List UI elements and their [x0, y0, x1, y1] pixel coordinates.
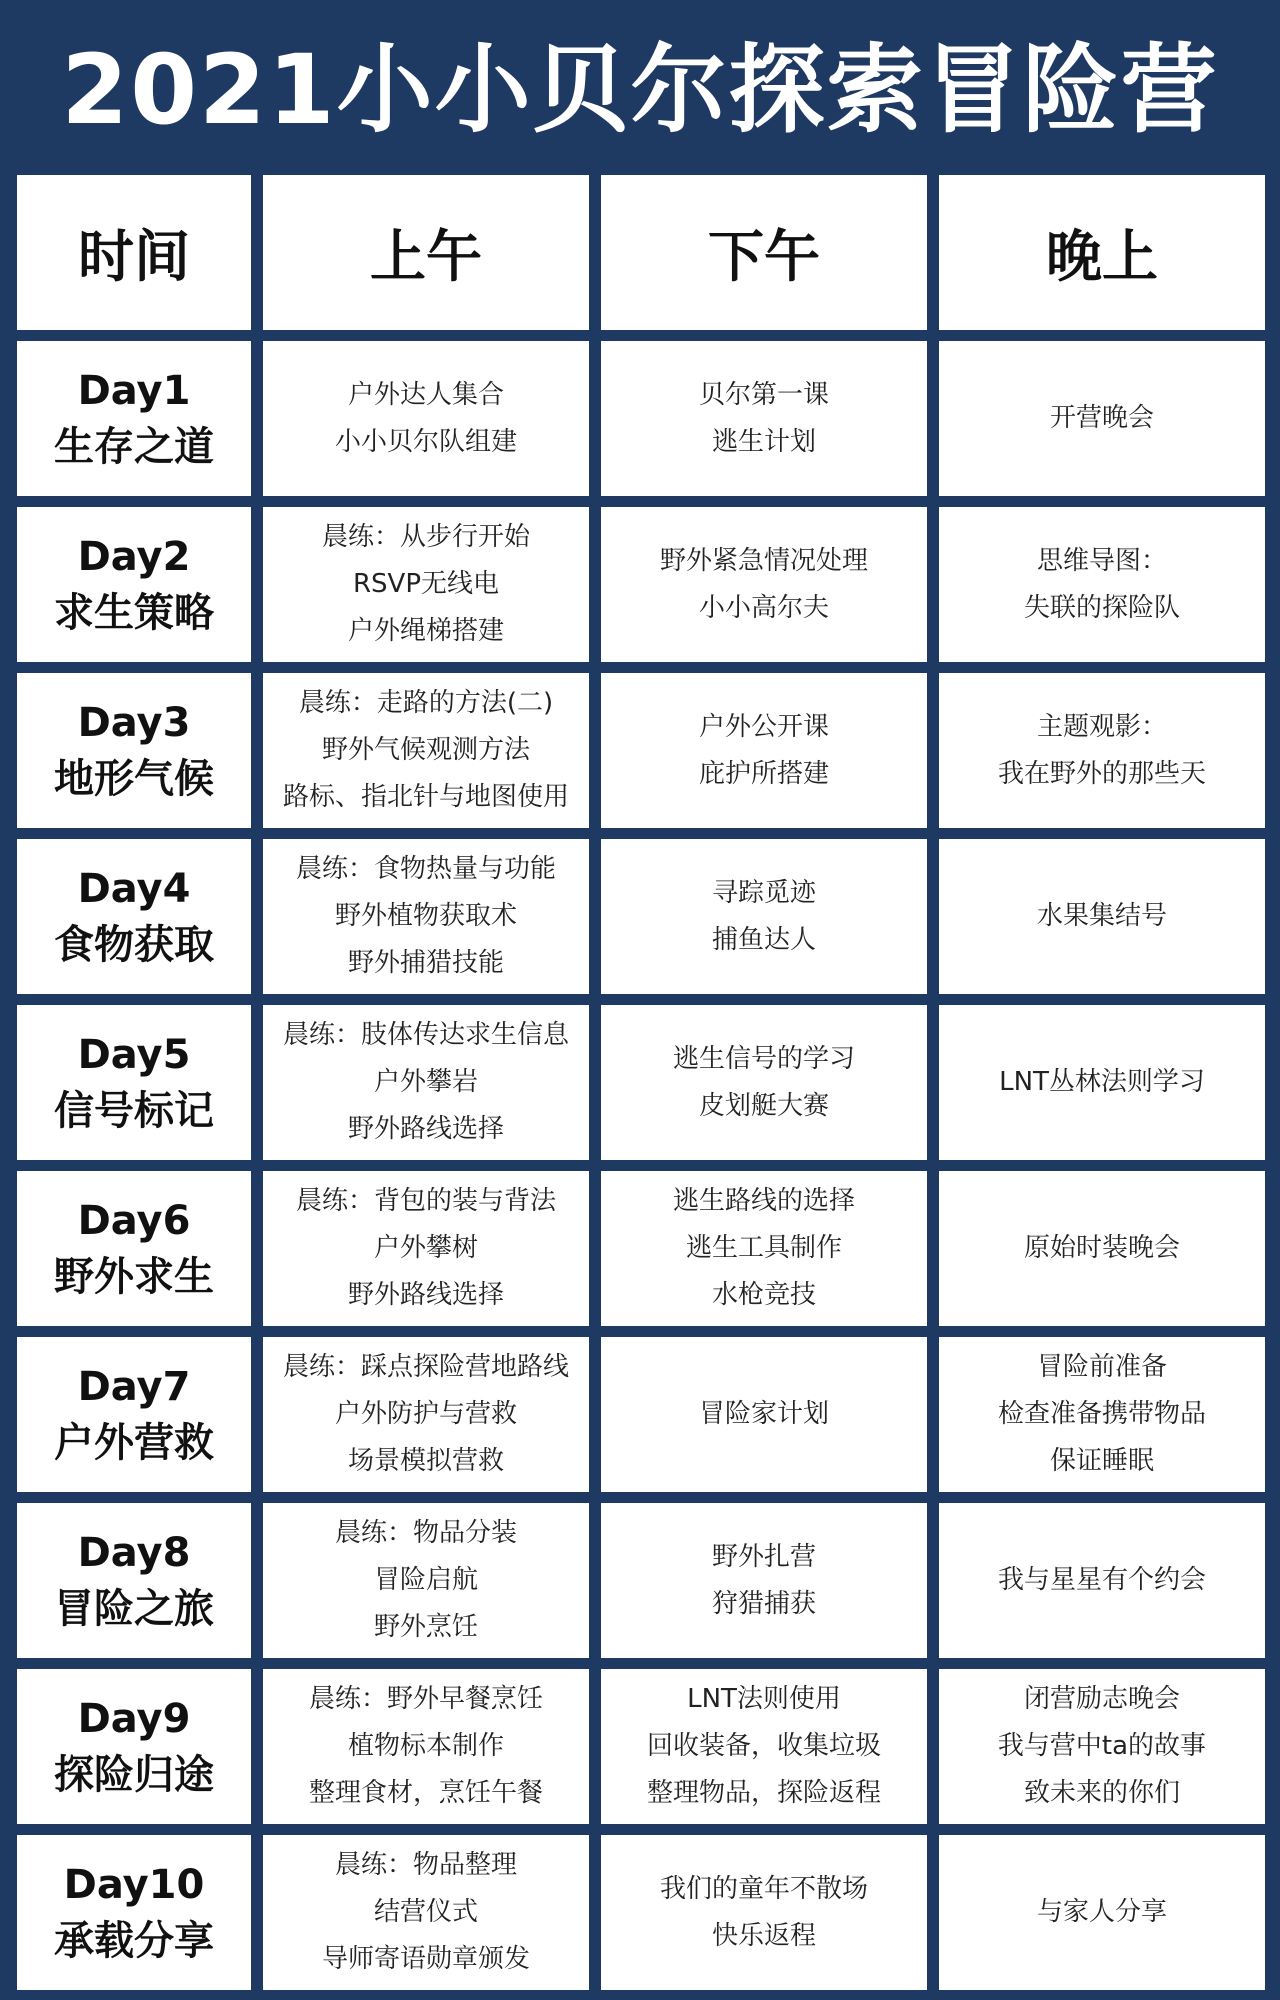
activity-item: 晨练：物品分装 [334, 1518, 517, 1548]
activity-item: 野外路线选择 [347, 1114, 504, 1144]
evening-activities [939, 839, 1265, 994]
activity-item: 晨练：物品整理 [334, 1850, 517, 1880]
morning-activities [263, 1171, 589, 1326]
day-theme: 户外营救 [54, 1419, 214, 1466]
day-cell [17, 673, 251, 828]
activity-item: 晨练：从步行开始 [321, 522, 530, 552]
day-label: Day5 [77, 1031, 191, 1078]
afternoon-activities [601, 1337, 927, 1492]
activity-item: 快乐返程 [711, 1920, 816, 1951]
morning-activities [263, 1337, 589, 1492]
day-cell [17, 839, 251, 994]
day-theme: 冒险之旅 [54, 1585, 214, 1632]
page-title: 2021小小贝尔探索冒险营 [61, 34, 1219, 146]
schedule-table [17, 175, 1263, 1992]
morning-activities [263, 1005, 589, 1160]
day-theme: 食物获取 [54, 921, 214, 968]
activity-item: 野外捕猎技能 [347, 948, 504, 978]
activity-item: 皮划艇大赛 [698, 1090, 829, 1121]
activity-item: 致未来的你们 [1023, 1778, 1180, 1808]
header-time: 时间 [17, 175, 251, 330]
day-theme: 探险归途 [54, 1751, 214, 1798]
activity-item: 植物标本制作 [347, 1731, 504, 1761]
day-cell [17, 507, 251, 662]
activity-item: 整理物品，探险返程 [646, 1778, 881, 1808]
activity-item: 户外达人集合 [347, 379, 504, 410]
activity-item: 野外气候观测方法 [321, 735, 530, 765]
evening-activities [939, 1503, 1265, 1658]
day-theme: 地形气候 [54, 755, 214, 802]
evening-activities [939, 507, 1265, 662]
activity-item: 庇护所搭建 [698, 758, 829, 789]
morning-activities [263, 341, 589, 496]
evening-activities [939, 1005, 1265, 1160]
afternoon-activities [601, 839, 927, 994]
activity-item: 晨练：食物热量与功能 [295, 854, 556, 884]
activity-item: 路标、指北针与地图使用 [282, 782, 569, 812]
afternoon-activities [601, 507, 927, 662]
afternoon-activities [601, 341, 927, 496]
activity-item: 贝尔第一课 [698, 379, 829, 410]
activity-item: 冒险家计划 [698, 1399, 829, 1429]
afternoon-activities [601, 1835, 927, 1990]
day-label: Day3 [77, 699, 191, 746]
evening-activities [939, 1669, 1265, 1824]
activity-item: 晨练：踩点探险营地路线 [282, 1352, 569, 1382]
day-theme: 生存之道 [54, 423, 214, 470]
day-theme: 承载分享 [54, 1917, 214, 1964]
activity-item: 主题观影： [1036, 711, 1167, 742]
activity-item: 水果集结号 [1036, 901, 1167, 931]
header-morning: 上午 [263, 175, 589, 330]
activity-item: 逃生计划 [711, 426, 816, 457]
day-cell [17, 1005, 251, 1160]
evening-activities [939, 1835, 1265, 1990]
activity-item: 狩猎捕获 [711, 1588, 816, 1619]
activity-item: 寻踪觅迹 [711, 877, 816, 908]
activity-item: 结营仪式 [373, 1897, 478, 1927]
header-evening: 晚上 [939, 175, 1265, 330]
activity-item: 原始时装晚会 [1023, 1233, 1180, 1263]
activity-item: 冒险启航 [373, 1565, 478, 1595]
activity-item: 晨练：野外早餐烹饪 [308, 1684, 543, 1714]
morning-activities [263, 1835, 589, 1990]
day-cell [17, 1835, 251, 1990]
morning-activities [263, 507, 589, 662]
morning-activities [263, 1503, 589, 1658]
activity-item: 开营晚会 [1049, 403, 1154, 433]
activity-item: 我在野外的那些天 [997, 758, 1206, 789]
morning-activities [263, 839, 589, 994]
day-cell [17, 1503, 251, 1658]
activity-item: 闭营励志晚会 [1023, 1684, 1180, 1714]
day-label: Day7 [77, 1363, 191, 1410]
activity-item: 逃生路线的选择 [672, 1186, 855, 1216]
day-label: Day2 [77, 533, 191, 580]
activity-item: 思维导图： [1036, 545, 1167, 576]
day-label: Day10 [63, 1861, 205, 1908]
activity-item: 野外路线选择 [347, 1280, 504, 1310]
activity-item: 野外扎营 [711, 1541, 816, 1572]
activity-item: 户外防护与营救 [334, 1399, 517, 1429]
activity-item: 野外植物获取术 [334, 901, 517, 931]
evening-activities [939, 1171, 1265, 1326]
activity-item: 户外攀岩 [373, 1067, 478, 1097]
activity-item: 场景模拟营救 [347, 1446, 504, 1476]
activity-item: 野外紧急情况处理 [659, 545, 868, 576]
activity-item: 失联的探险队 [1023, 592, 1180, 623]
day-theme: 信号标记 [54, 1087, 214, 1134]
activity-item: 与家人分享 [1036, 1897, 1167, 1927]
afternoon-activities [601, 1669, 927, 1824]
evening-activities [939, 341, 1265, 496]
day-label: Day4 [77, 865, 191, 912]
activity-item: 户外绳梯搭建 [347, 616, 504, 646]
day-theme: 求生策略 [54, 589, 214, 636]
activity-item: 捕鱼达人 [711, 924, 816, 955]
day-cell [17, 341, 251, 496]
activity-item: RSVP无线电 [352, 569, 500, 599]
header-afternoon: 下午 [601, 175, 927, 330]
activity-item: 回收装备，收集垃圾 [646, 1731, 881, 1761]
activity-item: 整理食材，烹饪午餐 [308, 1778, 543, 1808]
day-label: Day8 [77, 1529, 191, 1576]
morning-activities [263, 1669, 589, 1824]
activity-item: LNT丛林法则学习 [999, 1067, 1205, 1097]
afternoon-activities [601, 673, 927, 828]
day-cell [17, 1669, 251, 1824]
activity-item: 我与星星有个约会 [997, 1565, 1206, 1595]
activity-item: 户外公开课 [698, 711, 829, 742]
afternoon-activities [601, 1171, 927, 1326]
activity-item: 户外攀树 [373, 1233, 478, 1263]
day-label: Day9 [77, 1695, 191, 1742]
activity-item: 保证睡眠 [1049, 1446, 1154, 1476]
activity-item: 晨练：走路的方法(二) [298, 688, 554, 718]
morning-activities [263, 673, 589, 828]
activity-item: 晨练：肢体传达求生信息 [282, 1020, 569, 1050]
activity-item: 逃生工具制作 [685, 1233, 842, 1263]
activity-item: 我与营中ta的故事 [997, 1731, 1207, 1761]
activity-item: 导师寄语勋章颁发 [321, 1944, 530, 1974]
activity-item: 逃生信号的学习 [672, 1043, 855, 1074]
activity-item: 我们的童年不散场 [659, 1873, 868, 1904]
day-theme: 野外求生 [54, 1253, 214, 1300]
activity-item: 晨练：背包的装与背法 [295, 1186, 556, 1216]
day-label: Day1 [77, 367, 191, 414]
evening-activities [939, 1337, 1265, 1492]
activity-item: 小小贝尔队组建 [334, 426, 517, 457]
activity-item: 野外烹饪 [373, 1612, 478, 1642]
day-label: Day6 [77, 1197, 191, 1244]
afternoon-activities [601, 1503, 927, 1658]
day-cell [17, 1171, 251, 1326]
evening-activities [939, 673, 1265, 828]
activity-item: 小小高尔夫 [698, 592, 829, 623]
activity-item: 检查准备携带物品 [997, 1399, 1206, 1429]
afternoon-activities [601, 1005, 927, 1160]
day-cell [17, 1337, 251, 1492]
activity-item: LNT法则使用 [687, 1684, 841, 1714]
activity-item: 水枪竞技 [711, 1280, 816, 1310]
activity-item: 冒险前准备 [1036, 1352, 1167, 1382]
